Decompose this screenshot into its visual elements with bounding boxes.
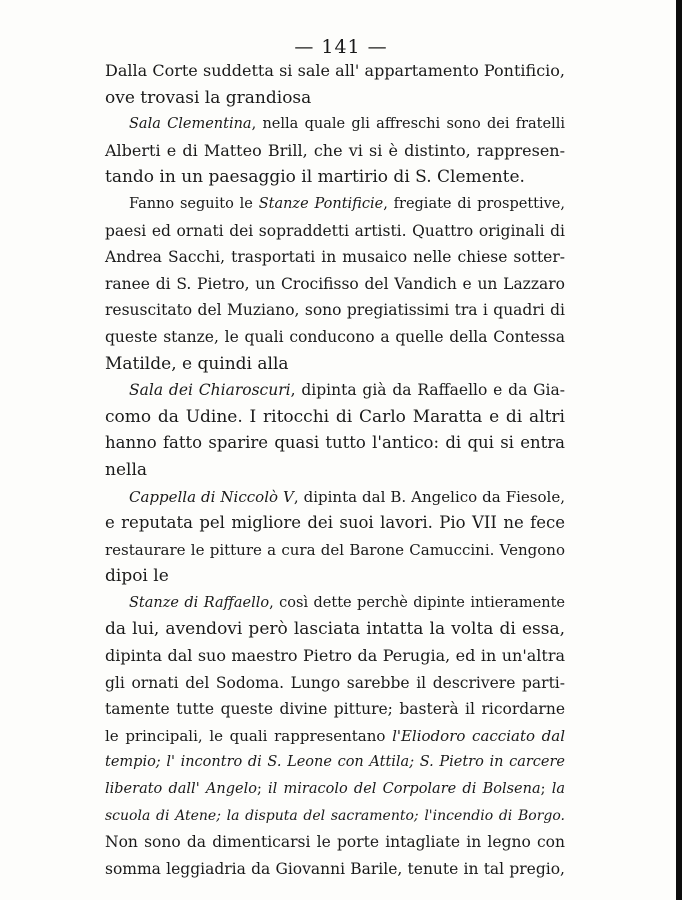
text-segment: Fanno seguito le	[129, 195, 259, 212]
text-segment: queste stanze, le quali conducono a quelle della Contessa	[105, 327, 565, 346]
italic-segment: Cappella di Niccolò V	[129, 487, 294, 506]
text-segment: , dipinta già da Raffaello e da Gia-	[290, 381, 565, 400]
text-line	[105, 404, 565, 431]
text-line	[105, 643, 565, 670]
text-line	[105, 351, 565, 378]
text-segment: da lui, avendovi però lasciata intatta la volta di essa,	[105, 619, 565, 640]
scan-edge	[676, 0, 682, 900]
text-segment: , nella quale gli affreschi sono dei fratelli	[251, 116, 565, 133]
text-segment: dipinta dal suo maestro Pietro da Perugia, ed in un'altra	[105, 646, 565, 666]
text-segment: somma leggiadria da Giovanni Barile, tenute in tal pregio,	[105, 859, 565, 878]
text-segment: como da Udine. I ritocchi di Carlo Maratta e di altri	[105, 406, 565, 427]
text-line	[105, 58, 565, 85]
text-segment: dipoi le	[105, 566, 169, 587]
text-line	[105, 803, 565, 830]
page-number: — 141 —	[294, 36, 388, 58]
text-line	[105, 138, 565, 165]
text-line	[105, 616, 565, 643]
text-line	[105, 510, 565, 537]
text-line	[105, 244, 565, 271]
italic-segment: il miracolo del Corpolare di Bolsena	[268, 781, 541, 798]
text-line	[105, 537, 565, 564]
text-line	[105, 670, 565, 697]
text-line	[105, 723, 565, 750]
text-segment: tamente tutte queste divine pitture; basterà il ricordarne	[105, 700, 565, 719]
text-line	[105, 297, 565, 324]
text-segment: Non sono da dimenticarsi le porte intagliate in legno con	[105, 833, 565, 852]
italic-segment: l'Eliodoro cacciato dal	[392, 726, 566, 745]
text-line	[105, 696, 565, 723]
text-segment: , così dette perchè dipinte intieramente	[269, 594, 565, 611]
italic-segment: Stanze di Raffaello	[129, 594, 270, 611]
italic-segment: liberato dall' Angelo	[105, 781, 257, 798]
text-line	[105, 271, 565, 298]
text-line	[105, 218, 565, 245]
text-segment: ove trovasi la grandiosa	[105, 87, 312, 108]
text-line	[105, 164, 565, 191]
text-segment: Alberti e di Matteo Brill, che vi si è distinto, rappresen-	[105, 140, 565, 160]
text-line	[105, 776, 565, 803]
text-line	[105, 457, 565, 484]
text-line	[105, 563, 565, 590]
text-segment: , dipinta dal B. Angelico da Fiesole,	[293, 487, 565, 506]
italic-segment: Sala Clementina	[129, 116, 252, 133]
text-segment: Andrea Sacchi, trasportati in musaico nelle chiese sotter-	[105, 248, 565, 267]
text-line	[105, 377, 565, 404]
text-segment: nella	[105, 459, 148, 480]
text-segment: , fregiate di prospettive,	[383, 195, 565, 212]
text-segment: ;	[540, 781, 552, 798]
text-segment: ;	[256, 781, 269, 798]
text-line	[105, 85, 565, 112]
text-segment: hanno fatto sparire quasi tutto l'antico: di qui si entra	[105, 433, 565, 453]
italic-segment: Stanze Pontificie	[258, 195, 384, 212]
text-line	[105, 430, 565, 457]
text-line	[105, 749, 565, 776]
text-line	[105, 111, 565, 138]
text-line	[105, 590, 565, 617]
text-line	[105, 191, 565, 218]
text-segment: gli ornati del Sodoma. Lungo sarebbe il descrivere parti-	[105, 673, 565, 692]
text-line	[105, 856, 565, 883]
italic-segment: la	[551, 781, 566, 798]
text-segment: paesi ed ornati dei sopraddetti artisti. Quattro originali di	[105, 221, 565, 240]
text-segment: le principali, le quali rappresentano	[105, 726, 393, 745]
text-segment: Matilde, e quindi alla	[105, 353, 289, 374]
italic-segment: Sala dei Chiaroscuri	[129, 381, 291, 400]
text-segment: restaurare le pitture a cura del Barone Camuccini. Vengono	[105, 540, 565, 559]
text-segment: Dalla Corte suddetta si sale all' appartamento Pontificio,	[105, 61, 565, 80]
body-text	[105, 58, 565, 882]
text-line	[105, 829, 565, 856]
text-segment: e reputata pel migliore dei suoi lavori. Pio VII ne fece	[105, 513, 565, 533]
text-segment: resuscitato del Muziano, sono pregiatissimi tra i quadri di	[105, 301, 565, 320]
text-segment: tando in un paesaggio il martirio di S. Clemente.	[105, 167, 525, 188]
italic-segment: scuola di Atene; la disputa del sacramento; l'incendio di Borgo.	[105, 807, 565, 824]
italic-segment: tempio; l' incontro di S. Leone con Attila; S. Pietro in carcere	[105, 754, 565, 771]
text-line	[105, 484, 565, 511]
text-segment: ranee di S. Pietro, un Crocifisso del Vandich e un Lazzaro	[105, 274, 565, 293]
text-line	[105, 324, 565, 351]
